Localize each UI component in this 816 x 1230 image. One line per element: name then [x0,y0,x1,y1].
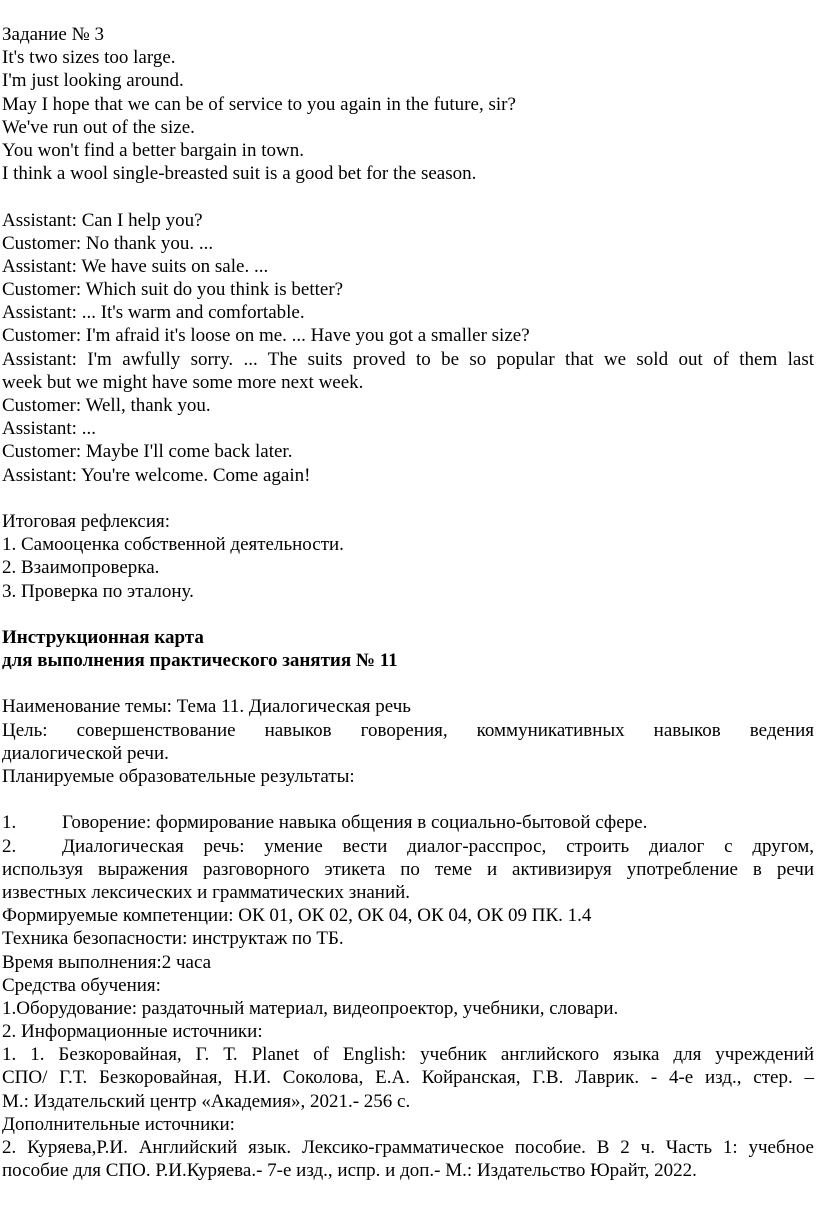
source-line: пособие для СПО. Р.И.Куряева.- 7-е изд., испр. и доп.- М.: Издательство Юрайт, 2022. [2,1160,697,1182]
dialogue-line: Customer: No thank you. ... [2,232,214,254]
competencies-line: Формируемые компетенции: ОК 01, ОК 02, ОК 04, ОК 04, ОК 09 ПК. 1.4 [2,905,592,927]
info-sources-title: 2. Информационные источники: [2,1021,263,1043]
card-title: Инструкционная карта [2,626,204,648]
dialogue-line: Assistant: ... It's warm and comfortable. [2,302,305,324]
result-item [0,811,816,834]
phrase-line: You won't find a better bargain in town. [2,139,304,161]
equipment-line: 1.Оборудование: раздаточный материал, видеопроектор, учебники, словари. [2,997,619,1019]
dialogue-line: Assistant: You're welcome. Come again! [2,464,311,486]
dialogue-line: Assistant: ... [2,418,96,440]
extra-sources-title: Дополнительные источники: [2,1113,235,1135]
blank-line [0,487,816,510]
reflection-item: 3. Проверка по эталону. [2,580,194,602]
result-number: 2. [2,835,17,857]
phrase-line: We've run out of the size. [2,116,195,138]
reflection-item: 1. Самооценка собственной деятельности. [2,534,344,556]
reflection-title: Итоговая рефлексия: [2,510,171,532]
source-line: 1. 1. Безкоровайная, Г. Т. Planet of English: учебник английского языка для учреждений [2,1044,814,1066]
dialogue-line: week but we might have some more next week. [2,371,364,393]
source-line: 2. Куряева,Р.И. Английский язык. Лексико-грамматическое пособие. В 2 ч. Часть 1: учебное [2,1137,814,1158]
result-number: 1. [2,812,17,834]
blank-line [0,603,816,626]
safety-line: Техника безопасности: инструктаж по ТБ. [2,928,344,950]
phrase-line: I'm just looking around. [2,70,184,92]
goal-line: диалогической речи. [2,742,169,764]
blank-line [0,788,816,811]
blank-line [0,185,816,208]
dialogue-line: Assistant: I'm awfully sorry. ... The suits proved to be so popular that we sold out of them last [2,348,814,370]
dialogue-line: Customer: Which suit do you think is better? [2,279,344,301]
dialogue-line: Customer: Maybe I'll come back later. [2,441,293,463]
results-title: Планируемые образовательные результаты: [2,766,355,787]
result-text: Диалогическая речь: умение вести диалог-расспрос, строить диалог с другом, [62,835,814,857]
result-item [0,835,816,858]
result-text: Говорение: формирование навыка общения в социально-бытовой сфере. [62,812,648,834]
dialogue-line: Assistant: We have suits on sale. ... [2,255,269,277]
topic-line: Наименование темы: Тема 11. Диалогическая речь [2,696,411,718]
phrase-line: It's two sizes too large. [2,47,176,69]
document-page [0,23,816,1182]
result-text-line: используя выражения разговорного этикета по теме и активизируя употребление в речи [2,858,814,880]
source-line: СПО/ Г.Т. Безкоровайная, Н.И. Соколова, Е.А. Койранская, Г.В. Лаврик. - 4-е изд., стер. – [2,1067,814,1089]
dialogue-line: Assistant: Can I help you? [2,209,203,231]
phrase-line: May I hope that we can be of service to you again in the future, sir? [2,93,516,115]
dialogue-line: Customer: I'm afraid it's loose on me. ... Have you got a smaller size? [2,325,530,347]
dialogue-line: Customer: Well, thank you. [2,395,211,416]
result-text-line: известных лексических и грамматических знаний. [2,881,411,903]
reflection-item: 2. Взаимопроверка. [2,557,160,579]
time-line: Время выполнения:2 часа [2,951,212,973]
goal-line: Цель: совершенствование навыков говорения, коммуникативных навыков ведения [2,719,814,741]
task-heading: Задание № 3 [2,24,104,45]
means-title: Средства обучения: [2,974,161,996]
blank-line [0,672,816,695]
phrase-line: I think a wool single-breasted suit is a good bet for the season. [2,163,477,185]
card-subtitle: для выполнения практического занятия № 11 [2,650,398,672]
source-line: М.: Издательский центр «Академия», 2021.- 256 с. [2,1090,411,1112]
